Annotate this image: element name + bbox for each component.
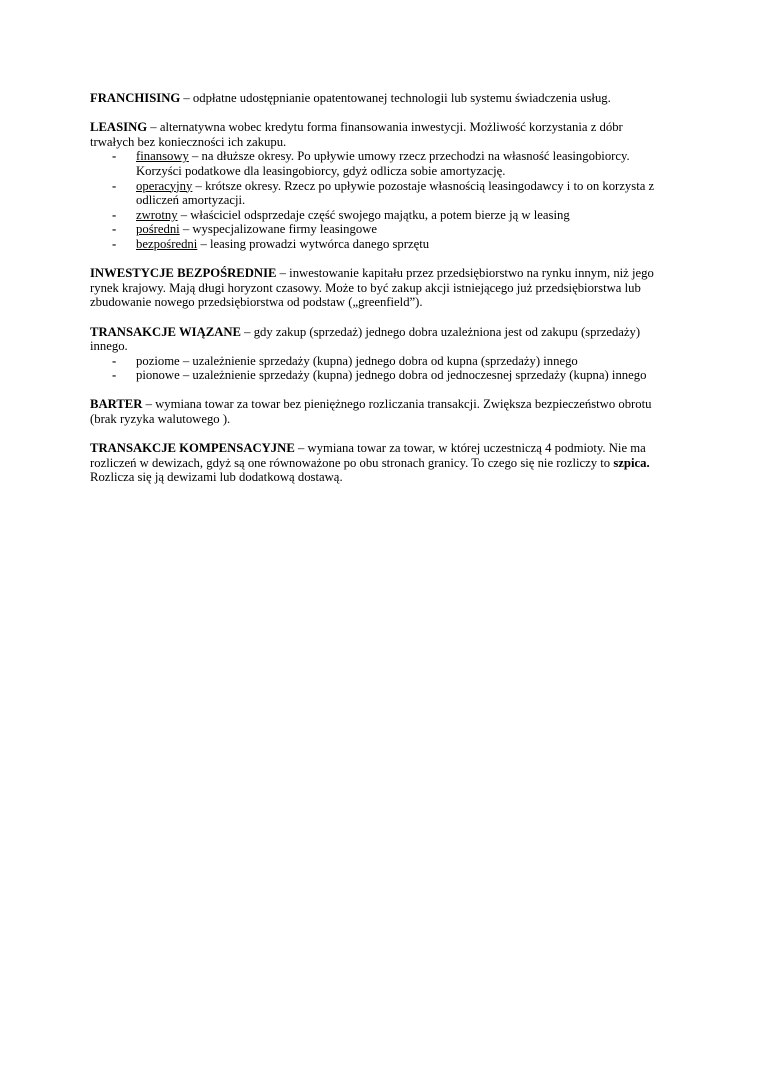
transakcje-wiazane-term: TRANSAKCJE WIĄZANE [90, 324, 241, 339]
list-item-text: poziome – uzależnienie sprzedaży (kupna) jednego dobra od kupna (sprzedaży) innego [136, 353, 578, 368]
section-leasing [90, 120, 670, 251]
list-item [90, 179, 670, 208]
transakcje-wiazane-text: – gdy zakup (sprzedaż) jednego dobra uzależniona jest od zakupu (sprzedaży) innego. [90, 324, 641, 354]
dash-bullet: - [112, 207, 117, 222]
section-kompensacyjne [90, 441, 670, 485]
leasing-type-text: – właściciel odsprzedaje część swojego majątku, a potem bierze ją w leasing [177, 207, 570, 222]
section-transakcje-wiazane [90, 325, 670, 383]
kompensacyjne-paragraph [90, 441, 670, 485]
leasing-paragraph [90, 120, 670, 149]
dash-bullet: - [112, 149, 117, 164]
leasing-type-term: bezpośredni [136, 236, 198, 251]
leasing-text: – alternatywna wobec kredytu forma finansowania inwestycji. Możliwość korzystania z dóbr trwałych bez konieczności ich zakupu. [90, 120, 623, 149]
barter-term: BARTER [90, 397, 143, 412]
leasing-type-text: – wyspecjalizowane firmy leasingowe [179, 222, 377, 237]
barter-paragraph [90, 397, 670, 426]
list-item [90, 237, 670, 252]
leasing-type-term: zwrotny [136, 207, 178, 222]
section-inwestycje [90, 266, 670, 310]
inwestycje-text: – inwestowanie kapitału przez przedsiębiorstwo na rynku innym, niż jego rynek krajowy. Mają długi horyzont czasowy. Może to być zakup akcji istniejącego już przedsiębiorstwa lub zbudowanie nowego przedsiębiorstwa od podstaw („greenfield”). [90, 266, 654, 310]
dash-bullet: - [112, 178, 117, 193]
leasing-types-list [90, 149, 670, 251]
kompensacyjne-text: – wymiana towar za towar, w której uczestniczą 4 podmioty. Nie ma rozliczeń w dewizach, gdyż są one równoważone po obu stronach granicy. To czego się nie rozliczy to [90, 441, 646, 470]
franchising-text: – odpłatne udostępnianie opatentowanej technologii lub systemu świadczenia usług. [180, 91, 611, 105]
list-item-text: pionowe – uzależnienie sprzedaży (kupna) jednego dobra od jednoczesnej sprzedaży (kupna) innego [136, 368, 647, 383]
leasing-type-text: – krótsze okresy. Rzecz po upływie pozostaje własnością leasingodawcy i to on korzysta z odliczeń amortyzacji. [136, 178, 655, 208]
list-item [90, 149, 670, 178]
franchising-term: FRANCHISING [90, 91, 181, 105]
section-barter [90, 397, 670, 426]
leasing-type-term: operacyjny [136, 178, 193, 193]
kompensacyjne-text-end: Rozlicza się ją dewizami lub dodatkową dostawą. [90, 470, 343, 485]
list-item [90, 208, 670, 223]
kompensacyjne-term: TRANSAKCJE KOMPENSACYJNE [90, 441, 295, 456]
szpica-term: szpica. [613, 455, 650, 470]
document-body [90, 91, 670, 500]
list-item [90, 354, 670, 369]
franchising-paragraph [90, 91, 670, 106]
dash-bullet: - [112, 236, 117, 251]
leasing-type-term: pośredni [136, 222, 180, 237]
section-franchising [90, 91, 670, 106]
transakcje-wiazane-list [90, 354, 670, 383]
list-item [90, 368, 670, 383]
leasing-type-text: – leasing prowadzi wytwórca danego sprzętu [197, 236, 430, 251]
inwestycje-paragraph [90, 266, 670, 310]
list-item [90, 222, 670, 237]
dash-bullet: - [112, 353, 117, 368]
leasing-type-term: finansowy [136, 149, 189, 164]
leasing-term: LEASING [90, 120, 148, 135]
inwestycje-term: INWESTYCJE BEZPOŚREDNIE [90, 266, 277, 281]
dash-bullet: - [112, 368, 117, 383]
dash-bullet: - [112, 222, 117, 237]
barter-text: – wymiana towar za towar bez pieniężnego rozliczania transakcji. Zwiększa bezpieczeństwo obrotu (brak ryzyka walutowego ). [90, 397, 652, 427]
leasing-type-text: – na dłuższe okresy. Po upływie umowy rzecz przechodzi na własność leasingobiorcy. Korzyści podatkowe dla leasingobiorcy, gdyż odlicza sobie amortyzację. [136, 149, 630, 178]
transakcje-wiazane-paragraph [90, 325, 670, 354]
